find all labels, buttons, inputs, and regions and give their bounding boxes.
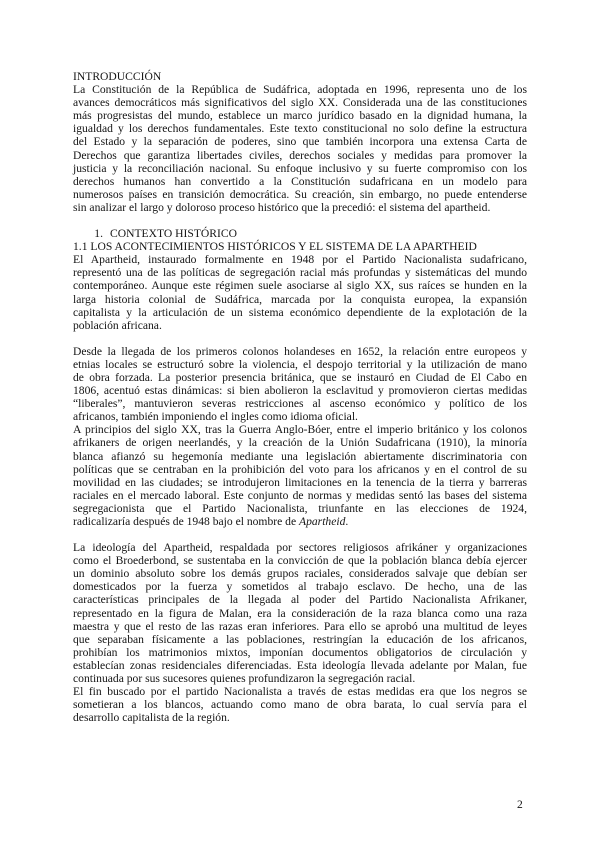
paragraph-2 bbox=[73, 345, 527, 528]
text-line: segregacionista que el Partido Nacionalista, triunfante en las elecciones de 1924, bbox=[73, 501, 527, 515]
text-line: justicia y la reconciliación nacional. Su enfoque inclusivo y su fuerte compromiso con los bbox=[73, 161, 527, 175]
text-line: políticas que se centraban en la prohibición del voto para los africanos y en el control de su bbox=[73, 462, 527, 476]
text-line: representó una de las políticas de segregación racial más profundas y sistemáticas del mundo bbox=[73, 266, 527, 280]
text-line: africanos, también imponiendo el ingles como idioma oficial. bbox=[73, 410, 358, 424]
text-line: más progresistas del mundo, establece un marco jurídico basado en la dignidad humana, la bbox=[73, 109, 527, 123]
page-number: 2 bbox=[517, 799, 523, 811]
text-line: capitalista y la articulación de un sistema económico dependiente de la explotación de la bbox=[73, 305, 527, 319]
text-line: contemporáneo. Aunque este régimen suele asociarse al siglo XX, sus raíces se hunden en la bbox=[73, 279, 527, 293]
text-line: Derechos que garantiza libertades civiles, derechos sociales y medidas para promover la bbox=[73, 148, 527, 162]
paragraph-3 bbox=[73, 541, 527, 724]
text-line: prohibían los matrimonios mixtos, imponían documentos obligatorios de circulación y bbox=[73, 645, 527, 659]
text-fragment: radicalizaría después de 1948 bajo el nombre de bbox=[73, 515, 299, 528]
section-number: 1. bbox=[94, 227, 103, 241]
text-line: Desde la llegada de los primeros colonos holandeses en 1652, la relación entre europeos y bbox=[73, 344, 527, 358]
text-line: etnias locales se estructuró sobre la violencia, el despojo territorial y la utilización de mano bbox=[73, 357, 527, 371]
text-line: sometieran a los blancos, actuando como mano de obra barata, lo cual servía para el bbox=[73, 698, 527, 712]
page-body bbox=[73, 70, 527, 724]
text-line: igualdad y los derechos fundamentales. Este texto constitucional no solo define la estructura bbox=[73, 122, 527, 136]
text-line: El Apartheid, instaurado formalmente en 1948 por el Partido Nacionalista sudafricano, bbox=[73, 253, 527, 267]
text-line: “liberales”, mantuvieron severas restricciones al ascenso económico y político de los bbox=[73, 397, 527, 411]
text-line: representado en la figura de Malan, era la consideración de la raza blanca como una raza bbox=[73, 606, 527, 620]
section-title: CONTEXTO HISTÓRICO bbox=[110, 227, 237, 241]
text-line: movilidad en las ciudades; se introdujeron limitaciones en la tenencia de la tierra y barreras bbox=[73, 475, 527, 489]
text-line: numerosos países en transición democrática. Su creación, sin embargo, no puede entenderse bbox=[73, 187, 527, 201]
text-line: características principales de la llegada al poder del Partido Nacionalista Afrikaner, bbox=[73, 593, 527, 607]
section-heading bbox=[73, 227, 527, 240]
text-line: maestra y que el resto de las razas eran inferiores. Para ello se aprobó una multitud de leyes bbox=[73, 619, 527, 633]
text-line: desarrollo capitalista de la región. bbox=[73, 711, 230, 725]
intro-paragraph bbox=[73, 83, 527, 214]
emphasis-term: Apartheid bbox=[299, 515, 346, 528]
text-line: continuada por sus sucesores quienes profundizaron la segregación racial. bbox=[73, 672, 416, 686]
intro-heading: INTRODUCCIÓN bbox=[73, 70, 162, 83]
subsection-heading: 1.1 LOS ACONTECIMIENTOS HISTÓRICOS Y EL SISTEMA DE LA APARTHEID bbox=[73, 240, 477, 254]
text-line: El fin buscado por el partido Nacionalista a través de estas medidas era que los negros se bbox=[73, 685, 527, 699]
text-line: población africana. bbox=[73, 318, 162, 332]
text-line: sin analizar el largo y doloroso proceso histórico que la precedió: el sistema del apartheid. bbox=[73, 200, 491, 214]
text-line: del Estado y la separación de poderes, sino que también incorpora una extensa Carta de bbox=[73, 135, 527, 149]
text-line: La Constitución de la República de Sudáfrica, adoptada en 1996, representa uno de los bbox=[73, 83, 527, 97]
text-fragment: . bbox=[345, 515, 349, 528]
text-line: A principios del siglo XX, tras la Guerra Anglo-Bóer, entre el imperio británico y los colonos bbox=[73, 423, 527, 437]
text-line: La ideología del Apartheid, respaldada por sectores religiosos afrikáner y organizaciones bbox=[73, 541, 527, 555]
text-line: establecían zonas residenciales diferenciadas. Esta ideología llevada adelante por Malan, fue bbox=[73, 658, 527, 672]
text-line: un dominio absoluto sobre los demás grupos raciales, considerados salvaje que debían ser bbox=[73, 567, 527, 581]
text-line: avances democráticos más significativos del siglo XX. Considerada una de las constituciones bbox=[73, 96, 527, 110]
text-line: domesticados por la fuerza y sometidos al trabajo esclavo. De hecho, una de las bbox=[73, 580, 527, 594]
text-line: que separaban físicamente a las poblaciones, restringían la educación de los africanos, bbox=[73, 632, 527, 646]
text-line: derechos humanos han convertido a la Constitución sudafricana en un modelo para bbox=[73, 174, 527, 188]
text-line: 1806, acentuó estas dinámicas: si bien abolieron la esclavitud y promovieron ciertas medidas bbox=[73, 384, 527, 398]
text-line: raciales en el mercado laboral. Este conjunto de normas y medidas sentó las bases del sistema bbox=[73, 488, 527, 502]
paragraph-1 bbox=[73, 253, 527, 332]
text-line: afrikaners de origen neerlandés, y la creación de la Unión Sudafricana (1910), la minoría bbox=[73, 436, 527, 450]
text-line: como el Broederbond, se sustentaba en la convicción de que la población blanca debía ejercer bbox=[73, 554, 527, 568]
text-line bbox=[73, 515, 527, 528]
text-line: blanca afianzó su hegemonía mediante una legislación abiertamente discriminatoria con bbox=[73, 449, 527, 463]
text-line: de obra forzada. La posterior presencia británica, que se instauró en Ciudad de El Cabo en bbox=[73, 370, 527, 384]
text-line: larga historia colonial de Sudáfrica, marcada por la conquista europea, la expansión bbox=[73, 292, 527, 306]
